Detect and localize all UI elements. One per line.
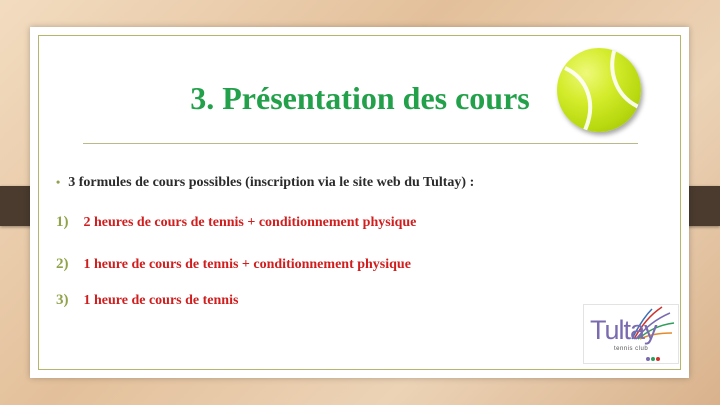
list-item-text: 1 heure de cours de tennis + conditionnement physique bbox=[83, 257, 411, 272]
intro-text: 3 formules de cours possibles (inscription via le site web du Tultay) : bbox=[68, 175, 475, 190]
list-item bbox=[56, 292, 238, 309]
list-item-text: 1 heure de cours de tennis bbox=[83, 293, 239, 308]
logo-subtitle: tennis club bbox=[614, 346, 649, 352]
logo-dots-icon bbox=[646, 348, 661, 366]
list-item-number: 2) bbox=[56, 256, 69, 272]
list-item bbox=[56, 214, 416, 231]
slide-title: 3. Présentation des cours bbox=[190, 80, 530, 116]
list-item-text: 2 heures de cours de tennis + conditionnement physique bbox=[83, 215, 417, 230]
list-item bbox=[56, 256, 411, 273]
intro-bullet bbox=[56, 175, 474, 191]
title-divider bbox=[83, 143, 638, 144]
bullet-icon: • bbox=[56, 175, 61, 189]
list-item-number: 3) bbox=[56, 292, 69, 308]
tennis-ball-icon bbox=[557, 48, 641, 132]
tultay-logo bbox=[583, 304, 679, 364]
list-item-number: 1) bbox=[56, 214, 69, 230]
logo-wordmark: Tultay bbox=[590, 315, 657, 345]
